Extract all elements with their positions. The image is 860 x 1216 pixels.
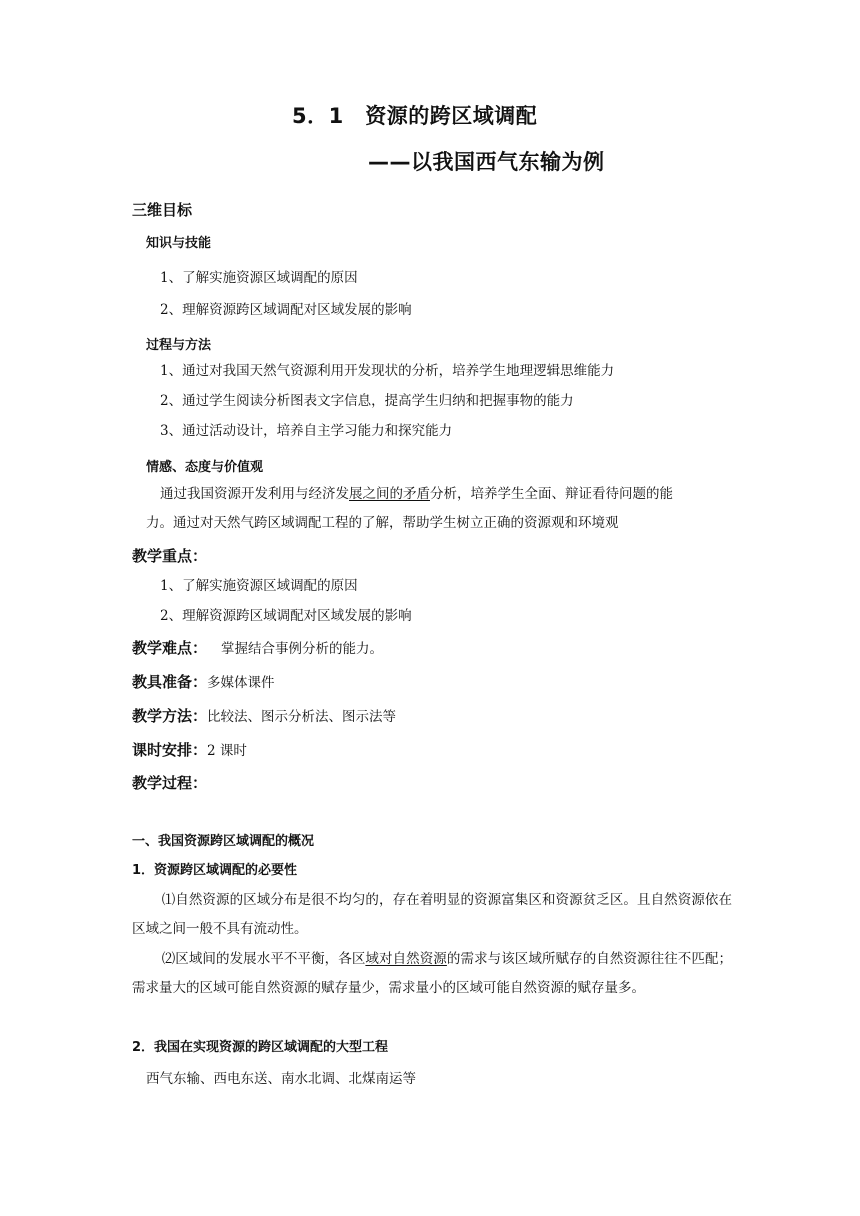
difficulty-row bbox=[132, 641, 383, 657]
methods-value: 比较法、图示分析法、图示法等 bbox=[207, 709, 397, 725]
necessity-p2-after: 的需求与该区域所赋存的自然资源往往不匹配；需求量大的区域可能自然资源的赋存量少，需求量小的区域可能自然资源的赋存量多。 bbox=[132, 951, 733, 996]
difficulty-value: 掌握结合事例分析的能力。 bbox=[221, 641, 384, 657]
necessity-p2-before: ⑵区域间的发展水平不平衡，各区 bbox=[161, 951, 366, 967]
knowledge-item-1: 1、了解实施资源区域调配的原因 bbox=[160, 270, 358, 286]
emotion-text-after: 分析，培养学生全面、辩证看待问题的能 bbox=[430, 486, 673, 502]
process-item-3: 3、通过活动设计，培养自主学习能力和探究能力 bbox=[160, 423, 453, 439]
methods-row bbox=[132, 709, 396, 725]
key-point-item-2: 2、理解资源跨区域调配对区域发展的影响 bbox=[160, 608, 412, 624]
process-label: 教学过程： bbox=[132, 774, 208, 792]
section-1-heading: 一、我国资源跨区域调配的概况 bbox=[132, 834, 315, 849]
necessity-p2-underlined: 域对自然资源 bbox=[365, 951, 447, 967]
emotion-paragraph-line-1 bbox=[160, 488, 673, 502]
knowledge-item-2: 2、理解资源跨区域调配对区域发展的影响 bbox=[160, 302, 412, 318]
projects-list: 西气东输、西电东送、南水北调、北煤南运等 bbox=[146, 1071, 416, 1087]
knowledge-heading: 知识与技能 bbox=[146, 236, 212, 251]
emotion-paragraph-line-2: 力。通过对天然气跨区域调配工程的了解，帮助学生树立正确的资源观和环境观 bbox=[146, 515, 619, 531]
emotion-text-before: 通过我国资源开发利用与经济发 bbox=[160, 486, 349, 502]
objectives-heading: 三维目标 bbox=[132, 201, 193, 219]
methods-label: 教学方法： bbox=[132, 707, 208, 725]
schedule-value: 2 课时 bbox=[207, 743, 247, 759]
difficulty-label: 教学难点： bbox=[132, 639, 208, 657]
process-item-1: 1、通过对我国天然气资源利用开发现状的分析，培养学生地理逻辑思维能力 bbox=[160, 363, 615, 379]
key-points-label: 教学重点： bbox=[132, 547, 208, 565]
section-1-sub-1-heading: 1．资源跨区域调配的必要性 bbox=[132, 863, 298, 878]
schedule-row bbox=[132, 743, 247, 759]
process-heading: 过程与方法 bbox=[146, 338, 212, 353]
tools-label: 教具准备： bbox=[132, 673, 208, 691]
process-item-2: 2、通过学生阅读分析图表文字信息，提高学生归纳和把握事物的能力 bbox=[160, 393, 574, 409]
schedule-label: 课时安排： bbox=[132, 741, 208, 759]
page-title: 5．1 资源的跨区域调配 bbox=[292, 104, 538, 128]
tools-row bbox=[132, 675, 275, 691]
emotion-heading: 情感、态度与价值观 bbox=[146, 460, 264, 475]
emotion-text-underlined: 展之间的矛盾 bbox=[349, 486, 430, 502]
necessity-paragraph-1: ⑴自然资源的区域分布是很不均匀的，存在着明显的资源富集区和资源贫乏区。且自然资源依在区域之间一般不具有流动性。 bbox=[132, 892, 732, 937]
key-point-item-1: 1、了解实施资源区域调配的原因 bbox=[160, 578, 358, 594]
tools-value: 多媒体课件 bbox=[207, 675, 275, 691]
page-subtitle: ——以我国西气东输为例 bbox=[368, 150, 605, 174]
section-1-sub-2-heading: 2．我国在实现资源的跨区域调配的大型工程 bbox=[132, 1040, 389, 1055]
necessity-paragraph-2 bbox=[132, 945, 732, 1003]
